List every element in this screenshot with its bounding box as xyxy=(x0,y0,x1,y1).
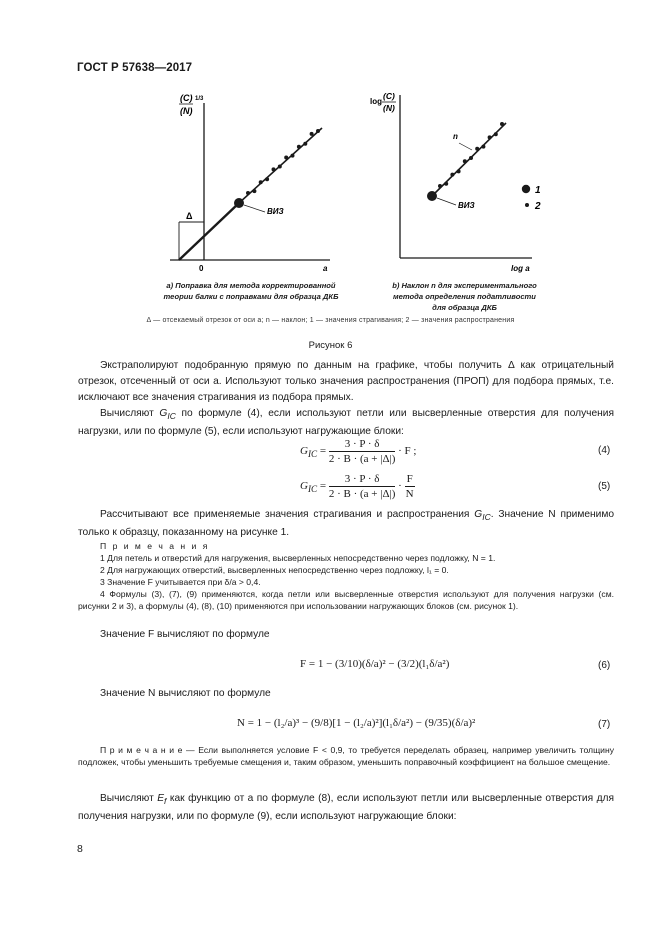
data-point xyxy=(457,169,461,173)
figure-title: Рисунок 6 xyxy=(308,340,353,351)
paragraph-value-f: Значение F вычисляют по формуле xyxy=(100,629,270,640)
data-point xyxy=(481,145,485,149)
data-point xyxy=(494,132,498,136)
left-panel-caption: a) Поправка для метода корректированной теории балки с поправками для образца ДКБ xyxy=(163,281,339,301)
data-point xyxy=(246,191,250,195)
left-viz-label: ВИЗ xyxy=(267,207,284,216)
document-header: ГОСТ Р 57638—2017 xyxy=(77,62,193,74)
left-origin-label: 0 xyxy=(199,264,204,273)
paragraph-extrapolation: Экстраполируют подобранную прямую по данным на графике, чтобы получить Δ как отрицательный отрезок, отсеченный от оси a. Используют только значения распространения (ПРОП) для подбора прямых, т.е. исключают все значения страгивания из подбора прямых. xyxy=(78,360,614,403)
right-y-prefix: log xyxy=(370,97,382,106)
figure-legend: Δ — отсекаемый отрезок от оси a; n — наклон; 1 — значения страгивания; 2 — значения распространения xyxy=(146,317,515,324)
data-point xyxy=(265,177,269,181)
note-4: 4 Формулы (3), (7), (9) применяются, когда петли или высверленные отверстия используют для получения нагрузки (см. рисунки 2 и 3), а формулы (4), (8), (10) применяются при использовании нагружающих блоков (см. рисунок 1). xyxy=(78,589,614,611)
page-number: 8 xyxy=(77,843,83,855)
right-slope-label: n xyxy=(453,132,458,141)
right-panel xyxy=(400,95,532,258)
equation-4: $G_{IC}$ = $\frac{3 \cdot P \cdot \delta}{2 \cdot B \cdot (a + |\Delta|)}$ · F ; xyxy=(300,438,417,465)
left-y-label-exp: 1/3 xyxy=(195,96,204,102)
legend-marker-1 xyxy=(522,185,530,193)
paragraph-compute-gic: Вычисляют $G_{IC}$ по формуле (4), если используют петли или высверленные отверстия для получения нагрузки, или по формуле (5), если используют нагружающие блоки: xyxy=(78,408,614,438)
data-point xyxy=(475,147,479,151)
note-2: 2 Для нагружающих отверстий, высверленных непосредственно через подложку, l₁ = 0. xyxy=(100,565,449,575)
equation-7-number: (7) xyxy=(598,719,611,730)
left-panel xyxy=(170,103,330,260)
equation-6-number: (6) xyxy=(598,660,611,671)
data-point xyxy=(438,184,442,188)
data-point xyxy=(469,156,473,160)
equation-4-number: (4) xyxy=(598,445,611,456)
data-point xyxy=(310,132,314,136)
data-point xyxy=(450,173,454,177)
left-y-label-num: (C) xyxy=(180,93,193,103)
left-viz-point xyxy=(234,198,244,208)
left-delta-label: Δ xyxy=(186,211,193,221)
paragraph-compute-all: Рассчитывают все применяемые значения страгивания и распространения $G_{IC}$. Значение N применимо только к образцу, показанному на рисунке 1. xyxy=(78,509,614,539)
data-point xyxy=(500,122,504,126)
right-viz-point xyxy=(427,191,437,201)
data-point xyxy=(252,189,256,193)
data-point xyxy=(291,154,295,158)
left-y-label-den: (N) xyxy=(180,106,193,116)
data-point xyxy=(463,159,467,163)
right-data-points xyxy=(438,122,504,188)
data-point xyxy=(316,129,320,133)
legend-marker-2 xyxy=(525,203,529,207)
paragraph-compute-ef: Вычисляют $E_f$ как функцию от a по формуле (8), если используют петли или высверленные отверстия для получения нагрузки, или по формуле (9), если используют нагружающие блоки: xyxy=(78,793,614,823)
data-point xyxy=(444,182,448,186)
data-point xyxy=(272,167,276,171)
right-viz-label: ВИЗ xyxy=(458,201,475,210)
equation-7: N = 1 − (l₂/a)³ − (9/8)[1 − (l₂/a)²](l₁δ/a²) − (9/35)(δ/a)² xyxy=(237,717,476,729)
right-y-label-num: (C) xyxy=(383,91,395,101)
right-panel-caption: b) Наклон n для экспериментального метода определения податливости для образца ДКБ xyxy=(392,281,537,312)
left-x-label: a xyxy=(323,264,328,273)
data-point xyxy=(259,180,263,184)
notes-heading: П р и м е ч а н и я xyxy=(100,541,210,551)
data-point xyxy=(488,135,492,139)
note-displacement: П р и м е ч а н и е — Если выполняется условие F < 0,9, то требуется переделать образец, например увеличить толщину подложек, чтобы уменьшить требуемые смещения и, таким образом, уменьшить поправочный коэффициент на большое смещение. xyxy=(78,745,614,767)
data-point xyxy=(284,156,288,160)
paragraph-value-n: Значение N вычисляют по формуле xyxy=(100,688,271,699)
legend-label-2: 2 xyxy=(535,201,541,212)
equation-5: $G_{IC}$ = $\frac{3 \cdot P \cdot \delta}{2 \cdot B \cdot (a + |\Delta|)}$ · $\frac{F}{N}$ xyxy=(300,473,414,500)
legend-label-1: 1 xyxy=(535,185,541,196)
right-y-label-den: (N) xyxy=(383,103,395,113)
data-point xyxy=(278,165,282,169)
right-x-label: log a xyxy=(511,264,530,273)
data-point xyxy=(297,145,301,149)
equation-6: F = 1 − (3/10)(δ/a)² − (3/2)(l₁δ/a²) xyxy=(300,658,450,670)
equation-5-number: (5) xyxy=(598,481,611,492)
note-3: 3 Значение F учитывается при δ/a > 0,4. xyxy=(100,577,261,587)
note-1: 1 Для петель и отверстий для нагружения, высверленных непосредственно через подложку, N = 1. xyxy=(100,553,496,563)
data-point xyxy=(303,142,307,146)
